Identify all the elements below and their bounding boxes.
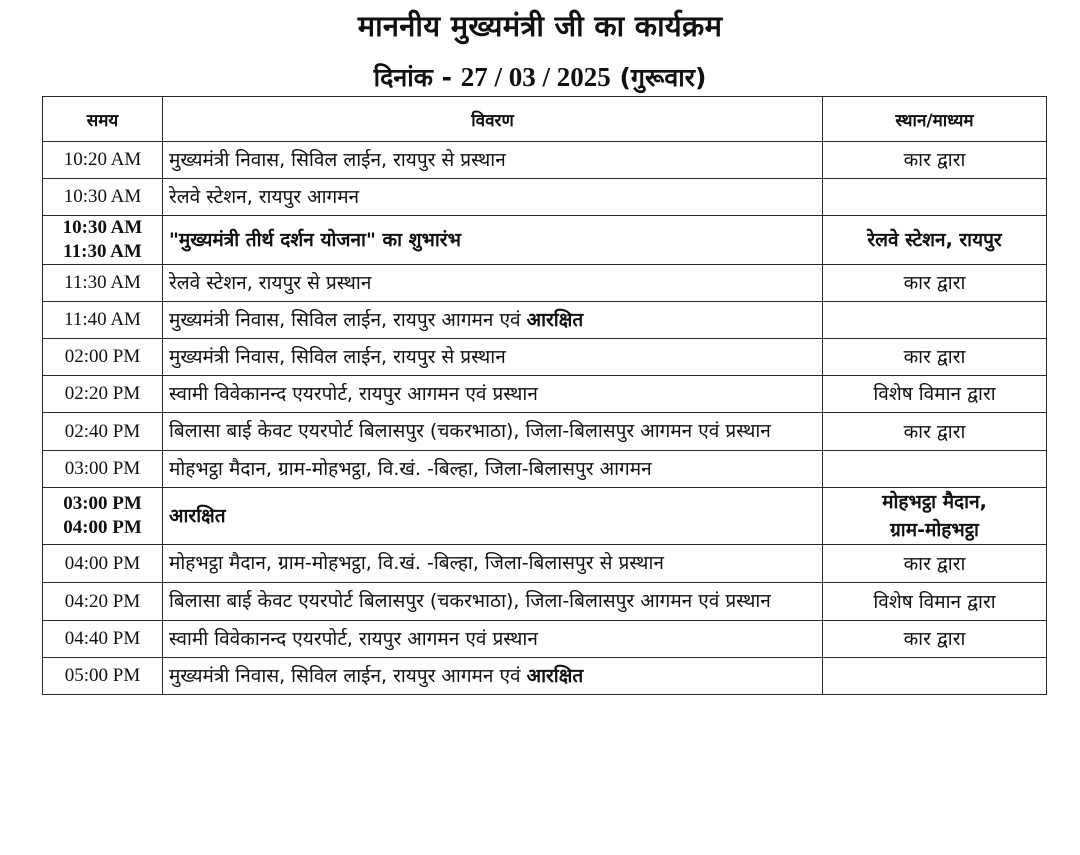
place-cell <box>823 179 1047 216</box>
table-row <box>43 376 1047 413</box>
description-text: मुख्यमंत्री निवास, सिविल लाईन, रायपुर से प्रस्थान <box>169 345 506 368</box>
column-header-time: समय <box>43 97 163 142</box>
place-cell: कार द्वारा <box>823 545 1047 583</box>
description-text: "मुख्यमंत्री तीर्थ दर्शन योजना" का शुभारंभ <box>169 228 461 251</box>
table-header-row <box>43 97 1047 142</box>
description-cell <box>163 658 823 695</box>
description-text: बिलासा बाई केवट एयरपोर्ट बिलासपुर (चकरभाठा), जिला-बिलासपुर आगमन एवं प्रस्थान <box>169 590 771 612</box>
table-row <box>43 451 1047 488</box>
table-row <box>43 621 1047 658</box>
description-cell <box>163 302 823 339</box>
place-cell: कार द्वारा <box>823 413 1047 451</box>
description-cell <box>163 265 823 302</box>
description-text: मुख्यमंत्री निवास, सिविल लाईन, रायपुर से प्रस्थान <box>169 148 506 171</box>
time-cell: 02:20 PM <box>43 376 163 413</box>
place-cell: कार द्वारा <box>823 621 1047 658</box>
time-cell: 11:30 AM <box>43 265 163 302</box>
time-cell: 10:30 AM <box>43 179 163 216</box>
description-cell <box>163 142 823 179</box>
place-cell: कार द्वारा <box>823 142 1047 179</box>
description-text: मुख्यमंत्री निवास, सिविल लाईन, रायपुर आगमन एवं <box>169 664 527 687</box>
place-cell: कार द्वारा <box>823 339 1047 376</box>
date-prefix: दिनांक - <box>373 63 461 92</box>
place-line-1: मोहभट्ठा मैदान, <box>882 491 987 513</box>
table-row <box>43 302 1047 339</box>
schedule-date <box>0 58 1080 97</box>
table-row <box>43 413 1047 451</box>
time-cell: 02:40 PM <box>43 413 163 451</box>
day-name: (गुरूवार) <box>619 63 707 92</box>
time-cell: 04:00 PM <box>43 545 163 583</box>
table-row <box>43 179 1047 216</box>
time-start: 03:00 PM <box>63 493 142 514</box>
table-row <box>43 658 1047 695</box>
place-cell <box>823 658 1047 695</box>
description-text: मोहभट्ठा मैदान, ग्राम-मोहभट्ठा, वि.खं. -बिल्हा, जिला-बिलासपुर से प्रस्थान <box>169 552 664 574</box>
time-start: 10:30 AM <box>62 217 143 238</box>
time-range-cell <box>43 488 163 545</box>
description-cell <box>163 545 823 583</box>
description-cell <box>163 413 823 451</box>
description-cell <box>163 339 823 376</box>
column-header-description: विवरण <box>163 97 823 142</box>
place-cell <box>823 216 1047 265</box>
time-cell: 05:00 PM <box>43 658 163 695</box>
time-cell: 02:00 PM <box>43 339 163 376</box>
table-row <box>43 488 1047 545</box>
description-cell <box>163 179 823 216</box>
description-text: मोहभट्ठा मैदान, ग्राम-मोहभट्ठा, वि.खं. -बिल्हा, जिला-बिलासपुर आगमन <box>169 457 652 480</box>
table-row <box>43 339 1047 376</box>
table-row <box>43 583 1047 621</box>
description-cell <box>163 216 823 265</box>
table-row <box>43 265 1047 302</box>
time-cell: 10:20 AM <box>43 142 163 179</box>
time-end: 04:00 PM <box>63 517 142 538</box>
description-cell <box>163 451 823 488</box>
description-text: स्वामी विवेकानन्द एयरपोर्ट, रायपुर आगमन एवं प्रस्थान <box>169 382 538 405</box>
place-cell <box>823 302 1047 339</box>
place-line-2: ग्राम-मोहभट्ठा <box>890 519 979 541</box>
description-text: रेलवे स्टेशन, रायपुर से प्रस्थान <box>169 271 372 294</box>
description-text: बिलासा बाई केवट एयरपोर्ट बिलासपुर (चकरभाठा), जिला-बिलासपुर आगमन एवं प्रस्थान <box>169 420 771 442</box>
description-cell <box>163 583 823 621</box>
column-header-place: स्थान/माध्यम <box>823 97 1047 142</box>
description-highlight: आरक्षित <box>526 664 584 687</box>
place-cell: विशेष विमान द्वारा <box>823 376 1047 413</box>
place-cell: कार द्वारा <box>823 265 1047 302</box>
date-value: 27 / 03 / 2025 <box>460 62 611 92</box>
description-cell <box>163 488 823 545</box>
place-cell: विशेष विमान द्वारा <box>823 583 1047 621</box>
description-cell <box>163 621 823 658</box>
place-line-1: रेलवे स्टेशन, रायपुर <box>867 229 1002 251</box>
time-range-cell <box>43 216 163 265</box>
description-text: मुख्यमंत्री निवास, सिविल लाईन, रायपुर आगमन एवं <box>169 308 527 331</box>
time-cell: 03:00 PM <box>43 451 163 488</box>
time-cell: 11:40 AM <box>43 302 163 339</box>
time-end: 11:30 AM <box>63 241 142 262</box>
description-text: रेलवे स्टेशन, रायपुर आगमन <box>169 185 360 208</box>
description-text: आरक्षित <box>169 504 226 527</box>
schedule-table <box>42 96 1047 695</box>
time-cell: 04:20 PM <box>43 583 163 621</box>
table-row <box>43 216 1047 265</box>
description-text: स्वामी विवेकानन्द एयरपोर्ट, रायपुर आगमन एवं प्रस्थान <box>169 627 538 650</box>
description-highlight: आरक्षित <box>526 308 584 331</box>
time-cell: 04:40 PM <box>43 621 163 658</box>
place-cell <box>823 451 1047 488</box>
table-row <box>43 142 1047 179</box>
page-title: माननीय मुख्यमंत्री जी का कार्यक्रम <box>357 9 723 43</box>
place-cell <box>823 488 1047 545</box>
description-cell <box>163 376 823 413</box>
table-row <box>43 545 1047 583</box>
